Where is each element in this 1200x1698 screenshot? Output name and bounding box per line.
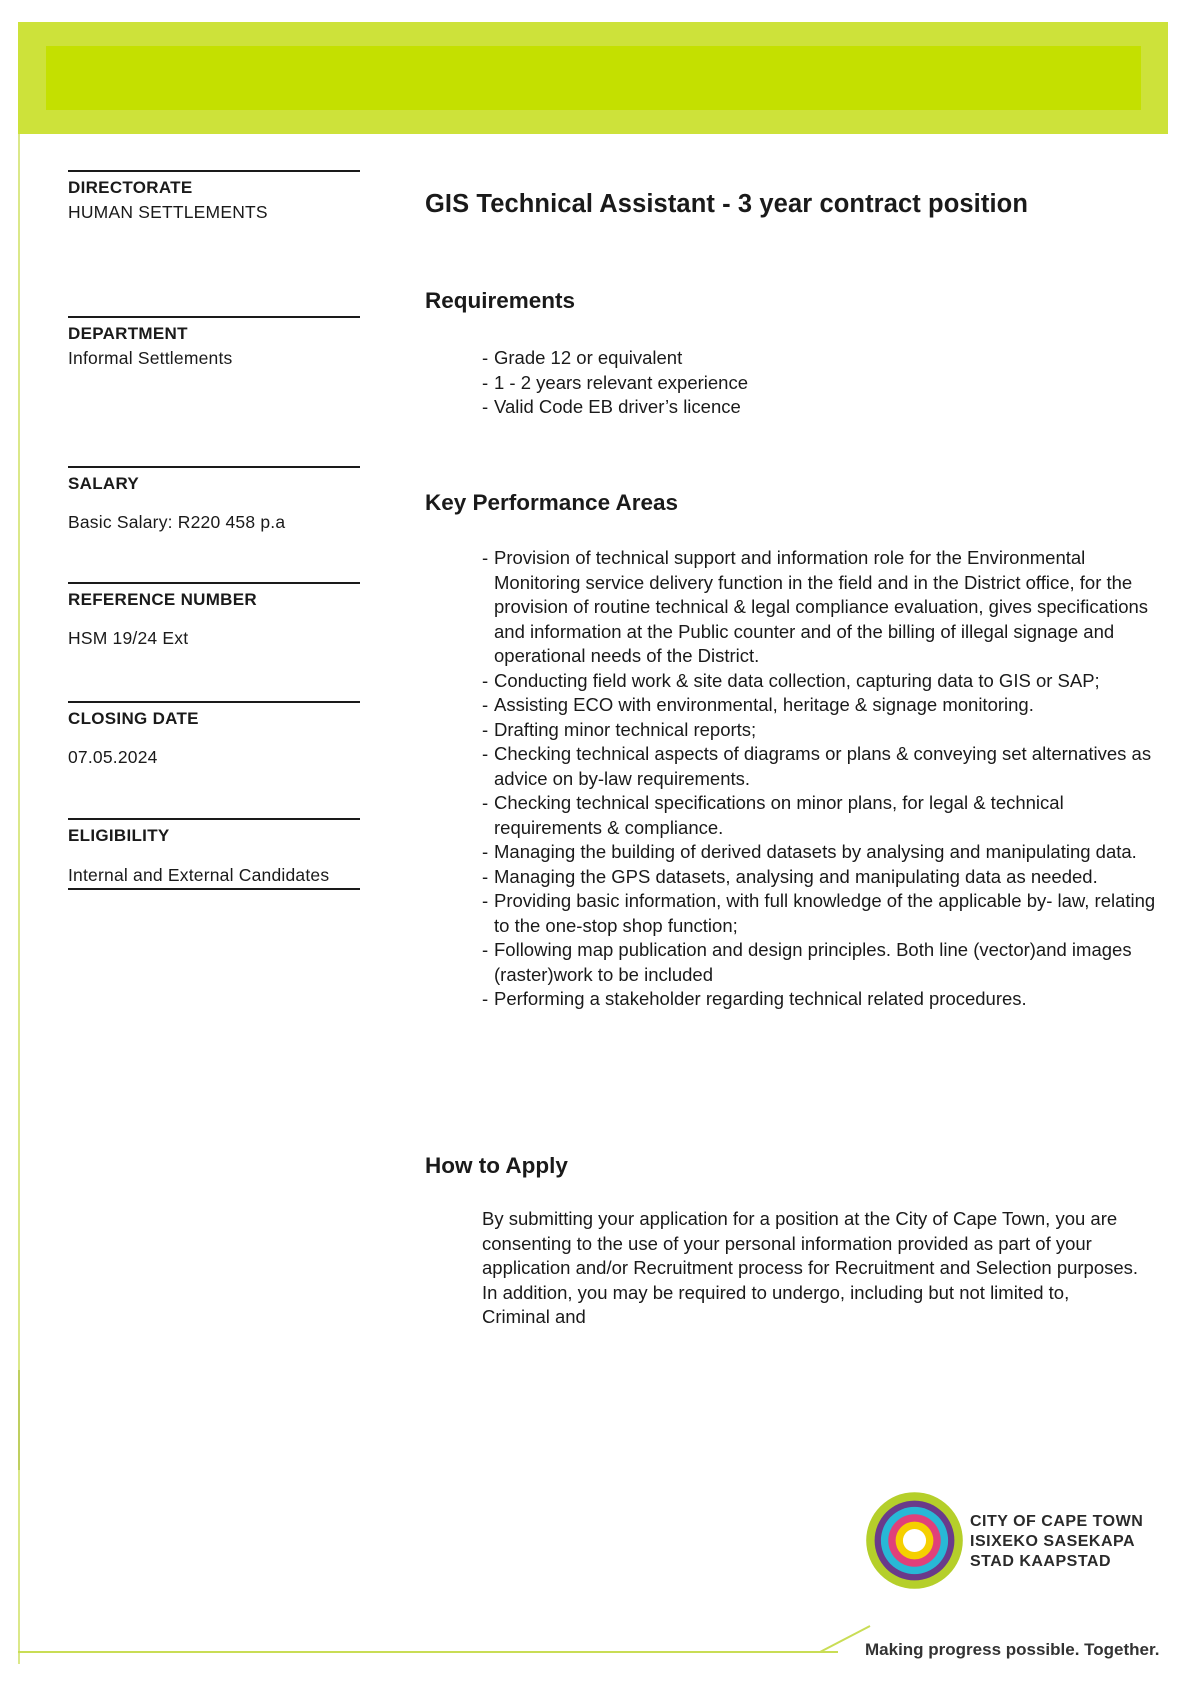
kpa-item xyxy=(482,693,1162,718)
kpa-item-text: Drafting minor technical reports; xyxy=(494,718,757,740)
bullet-dash: - xyxy=(482,396,489,417)
requirement-item xyxy=(482,346,1162,371)
kpa-item-text: Checking technical aspects of diagrams or plans & conveying set alternatives as advice on by-law requirements. xyxy=(494,743,1152,789)
kpa-item-text: Providing basic information, with full knowledge of the applicable by- law, relating to the one-stop shop function; xyxy=(494,890,1156,936)
kpa-item xyxy=(482,987,1162,1012)
bullet-dash: - xyxy=(482,743,489,764)
logo-text xyxy=(970,1512,1143,1572)
kpa-heading: Key Performance Areas xyxy=(425,490,679,515)
bullet-dash: - xyxy=(482,547,489,568)
kpa-item-text: Checking technical specifications on minor plans, for legal & technical requirements & compliance. xyxy=(494,792,1064,838)
how-to-apply-heading: How to Apply xyxy=(425,1153,568,1178)
salary-label: SALARY xyxy=(68,474,140,493)
closing-date-section xyxy=(68,701,360,768)
closing-date-value: 07.05.2024 xyxy=(68,747,158,767)
job-title: GIS Technical Assistant - 3 year contract position xyxy=(425,190,1028,218)
how-to-apply-text: By submitting your application for a position at the City of Cape Town, you are consenting to the use of your personal information provided as part of your application and/or Recruitment process for Recruitment and Selection purposes. In addition, you may be required to undergo, including but not limited to, Criminal and xyxy=(482,1208,1139,1327)
eligibility-label: ELIGIBILITY xyxy=(68,826,170,845)
footer-rule xyxy=(18,1651,838,1653)
reference-label: REFERENCE NUMBER xyxy=(68,590,257,609)
salary-section xyxy=(68,466,360,533)
kpa-item xyxy=(482,546,1162,669)
logo-line-1: CITY OF CAPE TOWN xyxy=(970,1513,1144,1530)
kpa-item xyxy=(482,669,1162,694)
bullet-dash: - xyxy=(482,841,489,862)
bullet-dash: - xyxy=(482,347,489,368)
city-logo-icon xyxy=(862,1488,967,1593)
department-value: Informal Settlements xyxy=(68,348,233,368)
bullet-dash: - xyxy=(482,890,489,911)
directorate-section xyxy=(68,170,360,223)
kpa-item-text: Assisting ECO with environmental, heritage & signage monitoring. xyxy=(494,694,1034,715)
logo-line-2: ISIXEKO SASEKAPA xyxy=(970,1533,1136,1550)
reference-section xyxy=(68,582,360,649)
left-margin-rule-accent xyxy=(18,1370,20,1470)
salary-value: Basic Salary: R220 458 p.a xyxy=(68,512,286,532)
bullet-dash: - xyxy=(482,694,489,715)
kpa-item xyxy=(482,742,1162,791)
slogan: Making progress possible. Together. xyxy=(865,1640,1160,1659)
department-label: DEPARTMENT xyxy=(68,324,188,343)
directorate-value: HUMAN SETTLEMENTS xyxy=(68,202,268,222)
kpa-item xyxy=(482,718,1162,743)
kpa-item-text: Following map publication and design principles. Both line (vector)and images (raster)work to be included xyxy=(494,939,1132,985)
logo-line-3: STAD KAAPSTAD xyxy=(970,1553,1112,1570)
kpa-item-text: Performing a stakeholder regarding technical related procedures. xyxy=(494,988,1027,1009)
bullet-dash: - xyxy=(482,718,489,740)
kpa-item xyxy=(482,938,1162,987)
kpa-item xyxy=(482,791,1162,840)
kpa-item-text: Conducting field work & site data collection, capturing data to GIS or SAP; xyxy=(494,669,1100,691)
requirement-item xyxy=(482,371,1162,396)
reference-value: HSM 19/24 Ext xyxy=(68,628,189,648)
requirement-item-text: 1 - 2 years relevant experience xyxy=(494,371,748,393)
bullet-dash: - xyxy=(482,865,489,887)
department-section xyxy=(68,316,360,369)
requirement-item-text: Valid Code EB driver’s licence xyxy=(494,396,741,417)
directorate-label: DIRECTORATE xyxy=(68,178,193,197)
bullet-dash: - xyxy=(482,792,489,813)
eligibility-value: Internal and External Candidates xyxy=(68,864,360,890)
header-band xyxy=(18,22,1168,134)
closing-date-label: CLOSING DATE xyxy=(68,709,199,728)
requirements-heading: Requirements xyxy=(425,288,576,313)
kpa-item-text: Managing the building of derived datasets by analysing and manipulating data. xyxy=(494,841,1137,862)
kpa-item xyxy=(482,865,1162,890)
bullet-dash: - xyxy=(482,669,489,691)
kpa-item-text: Managing the GPS datasets, analysing and manipulating data as needed. xyxy=(494,865,1098,887)
kpa-item-text: Provision of technical support and information role for the Environmental Monitoring service delivery function in the field and in the District office, for the provision of routine technical & legal compliance evaluation, gives specifications and information at the Public counter and of the billing of illegal signage and operational needs of the District. xyxy=(494,547,1149,666)
bullet-dash: - xyxy=(482,988,489,1009)
requirement-item-text: Grade 12 or equivalent xyxy=(494,347,683,368)
kpa-list xyxy=(482,546,1162,1012)
requirements-list xyxy=(482,346,1162,420)
bullet-dash: - xyxy=(482,939,489,960)
eligibility-section xyxy=(68,818,360,890)
bullet-dash: - xyxy=(482,371,489,393)
kpa-item xyxy=(482,889,1162,938)
requirement-item xyxy=(482,395,1162,420)
header-band-inner xyxy=(46,46,1141,110)
kpa-item xyxy=(482,840,1162,865)
